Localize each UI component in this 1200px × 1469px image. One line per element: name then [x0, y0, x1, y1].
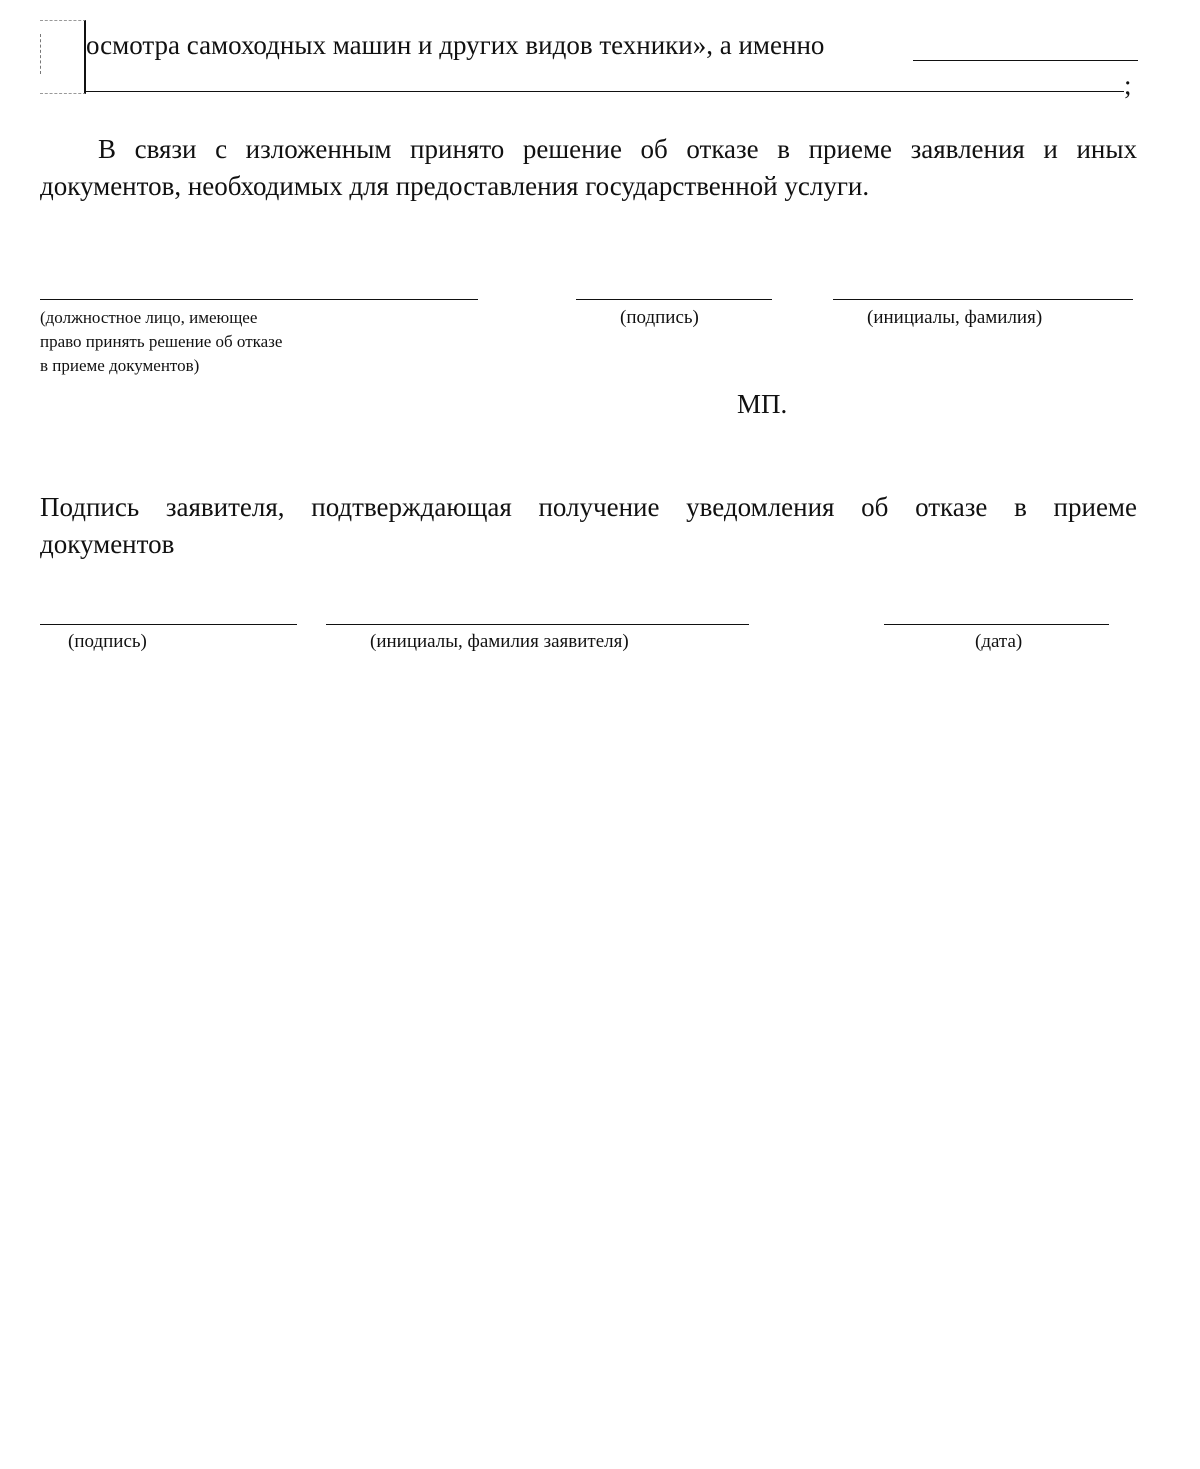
official-position-line [40, 299, 478, 300]
applicant-date-line [884, 624, 1109, 625]
applicant-name-label: (инициалы, фамилия заявителя) [370, 631, 629, 652]
inspection-detail-blank-2 [84, 91, 1124, 92]
official-signature-label: (подпись) [620, 307, 699, 328]
official-position-label-3: в приеме документов) [40, 356, 200, 375]
inspection-detail-blank-1 [913, 60, 1138, 61]
official-signature-line [576, 299, 772, 300]
applicant-signature-line [40, 624, 297, 625]
table-edge-box [40, 20, 86, 94]
applicant-paragraph-line-1: Подпись заявителя, подтверждающая получение уведомления об отказе в приеме [40, 492, 1137, 522]
stamp-place-label: МП. [737, 389, 788, 419]
table-edge-mark [40, 34, 41, 74]
applicant-paragraph-line-2: документов [40, 529, 175, 559]
official-name-line [833, 299, 1133, 300]
inspection-line-end: ; [1124, 70, 1132, 100]
official-position-label-1: (должностное лицо, имеющее [40, 308, 258, 327]
official-position-label-2: право принять решение об отказе [40, 332, 283, 351]
official-name-label: (инициалы, фамилия) [867, 307, 1043, 328]
decision-paragraph-line-1: В связи с изложенным принято решение об отказе в приеме заявления и иных [98, 134, 1137, 164]
inspection-text-line: осмотра самоходных машин и других видов техники», а именно [86, 30, 825, 60]
applicant-name-line [326, 624, 749, 625]
applicant-signature-label: (подпись) [68, 631, 147, 652]
decision-paragraph-line-2: документов, необходимых для предоставления государственной услуги. [40, 171, 870, 201]
applicant-date-label: (дата) [975, 631, 1023, 652]
